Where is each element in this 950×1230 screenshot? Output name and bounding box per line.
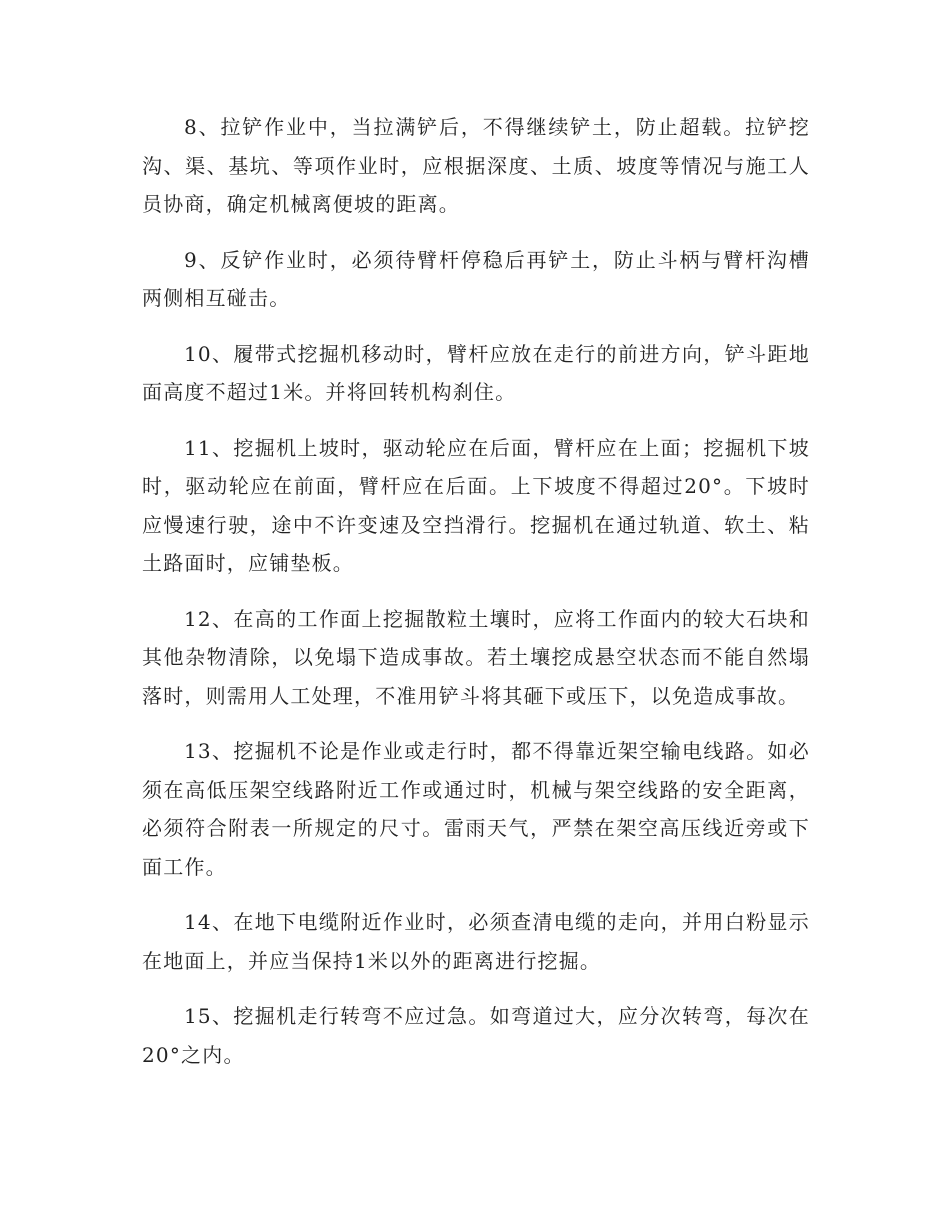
paragraph-item-15: 15、挖掘机走行转弯不应过急。如弯道过大，应分次转弯，每次在20°之内。 [142,1004,810,1067]
paragraph-item-13: 13、挖掘机不论是作业或走行时，都不得靠近架空输电线路。如必须在高低压架空线路附近工作或通过时，机械与架空线路的安全距离，必须符合附表一所规定的尺寸。雷雨天气，严禁在架空高压线近旁或下面工作。 [142,739,810,879]
paragraph-item-14: 14、在地下电缆附近作业时，必须查清电缆的走向，并用白粉显示在地面上，并应当保持1米以外的距离进行挖掘。 [142,910,810,973]
paragraph-item-11: 11、挖掘机上坡时，驱动轮应在后面，臂杆应在上面；挖掘机下坡时，驱动轮应在前面，臂杆应在后面。上下坡度不得超过20°。下坡时应慢速行驶，途中不许变速及空挡滑行。挖掘机在通过轨道、软土、粘土路面时，应铺垫板。 [142,435,810,575]
document-body [142,108,810,1091]
paragraph-item-8: 8、拉铲作业中，当拉满铲后，不得继续铲土，防止超载。拉铲挖沟、渠、基坑、等项作业时，应根据深度、土质、坡度等情况与施工人员协商，确定机械离便坡的距离。 [142,115,810,216]
paragraph-item-9: 9、反铲作业时，必须待臂杆停稳后再铲土，防止斗柄与臂杆沟槽两侧相互碰击。 [142,247,810,310]
paragraph-item-10: 10、履带式挖掘机移动时，臂杆应放在走行的前进方向，铲斗距地面高度不超过1米。并将回转机构刹住。 [142,341,810,404]
paragraph-item-12: 12、在高的工作面上挖掘散粒土壤时，应将工作面内的较大石块和其他杂物清除，以免塌下造成事故。若土壤挖成悬空状态而不能自然塌落时，则需用人工处理，不准用铲斗将其砸下或压下，以免造成事故。 [142,606,810,708]
